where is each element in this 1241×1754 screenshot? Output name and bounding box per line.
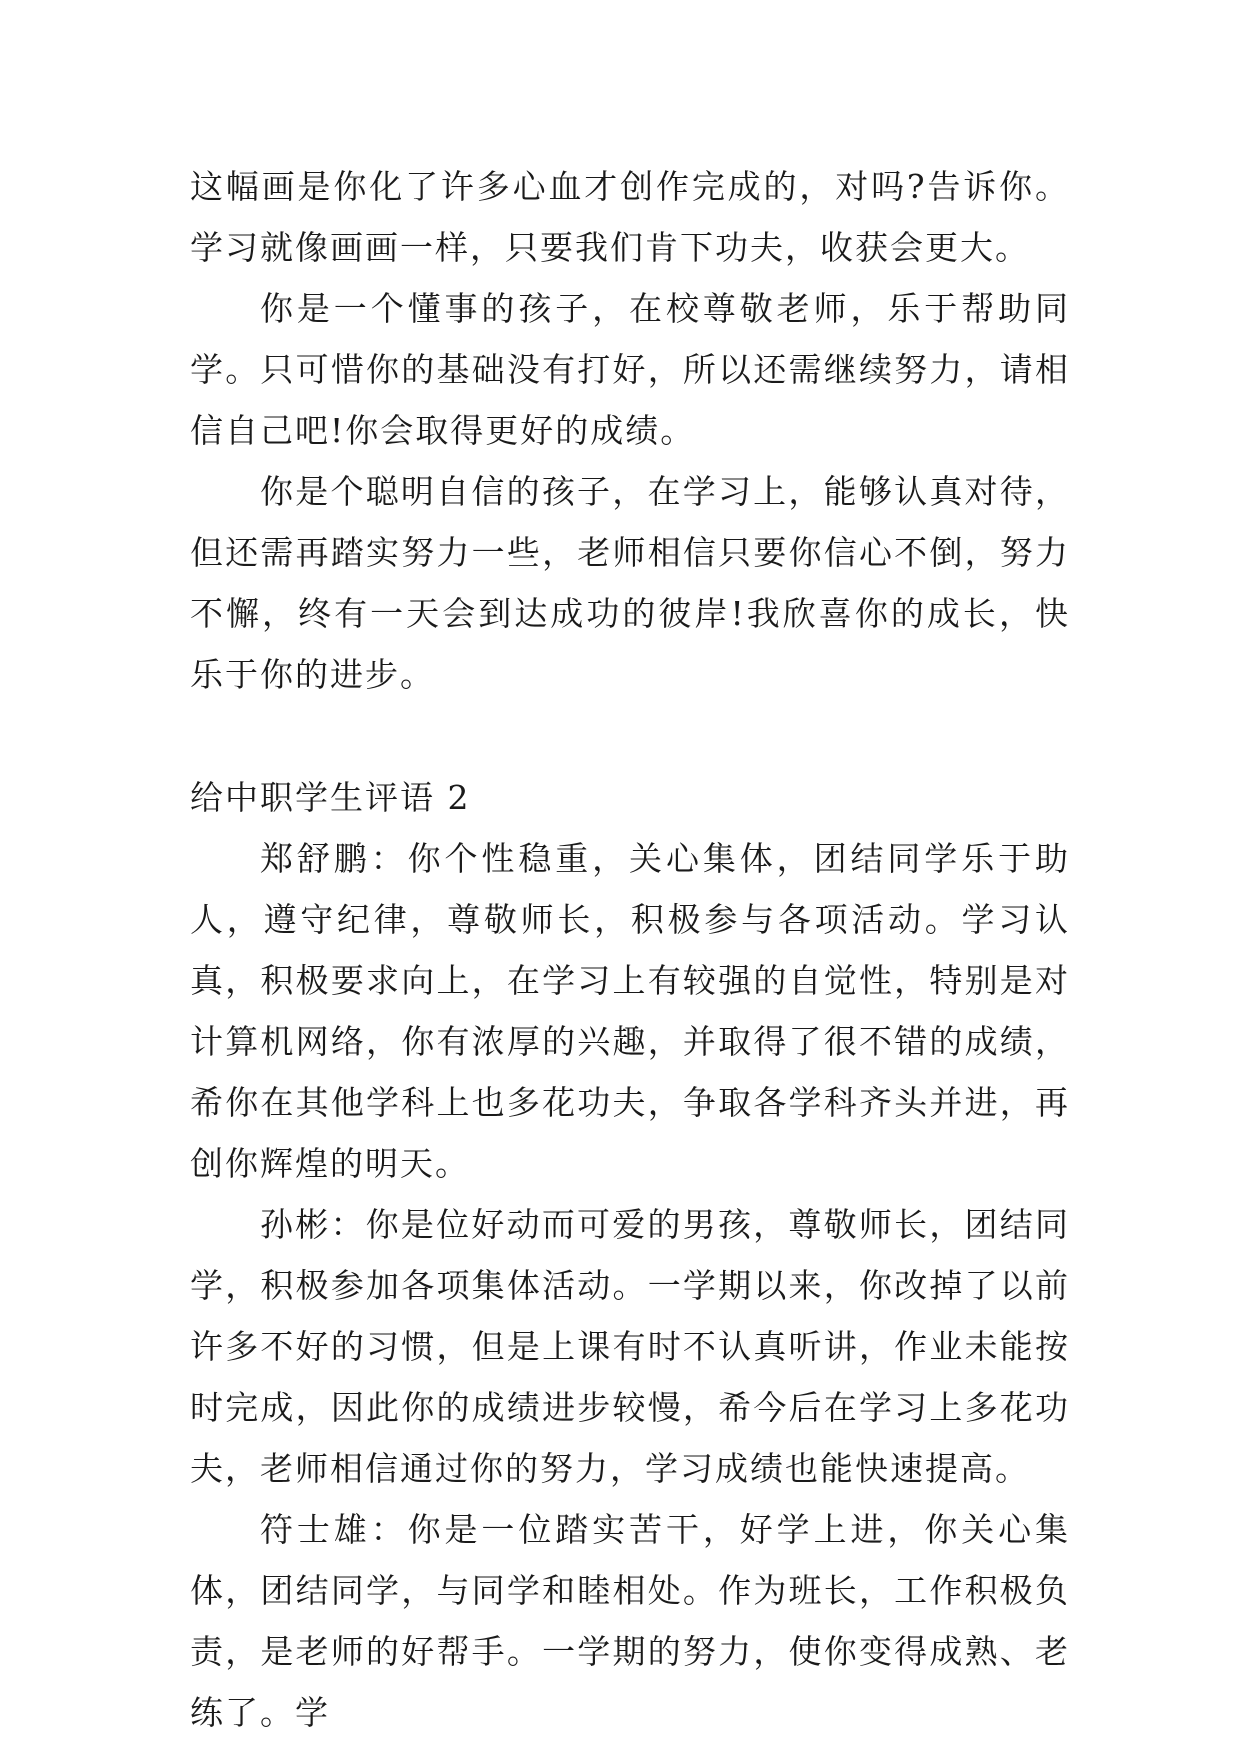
paragraph-continuation: 这幅画是你化了许多心血才创作完成的，对吗?告诉你。学习就像画画一样，只要我们肯下功夫，收获会更大。 (190, 167, 1070, 267)
paragraph-comment-zheng: 郑舒鹏：你个性稳重，关心集体，团结同学乐于助人，遵守纪律，尊敬师长，积极参与各项活动。学习认真，积极要求向上，在学习上有较强的自觉性，特别是对计算机网络，你有浓厚的兴趣，并取得了很不错的成绩，希你在其他学科上也多花功夫，争取各学科齐头并进，再创你辉煌的明天。 (190, 839, 1070, 1183)
paragraph-comment-fu: 符士雄：你是一位踏实苦干，好学上进，你关心集体，团结同学，与同学和睦相处。作为班长，工作积极负责，是老师的好帮手。一学期的努力，使你变得成熟、老练了。学 (190, 1510, 1070, 1732)
paragraph-comment: 你是个聪明自信的孩子，在学习上，能够认真对待，但还需再踏实努力一些，老师相信只要你信心不倒，努力不懈，终有一天会到达成功的彼岸!我欣喜你的成长，快乐于你的进步。 (190, 472, 1070, 694)
paragraph-comment-sun: 孙彬：你是位好动而可爱的男孩，尊敬师长，团结同学，积极参加各项集体活动。一学期以来，你改掉了以前许多不好的习惯，但是上课有时不认真听讲，作业未能按时完成，因此你的成绩进步较慢，希今后在学习上多花功夫，老师相信通过你的努力，学习成绩也能快速提高。 (190, 1205, 1070, 1488)
document-body (190, 156, 1070, 1743)
section-heading: 给中职学生评语 2 (190, 778, 471, 817)
paragraph-comment: 你是一个懂事的孩子，在校尊敬老师，乐于帮助同学。只可惜你的基础没有打好，所以还需继续努力，请相信自己吧!你会取得更好的成绩。 (190, 289, 1070, 450)
